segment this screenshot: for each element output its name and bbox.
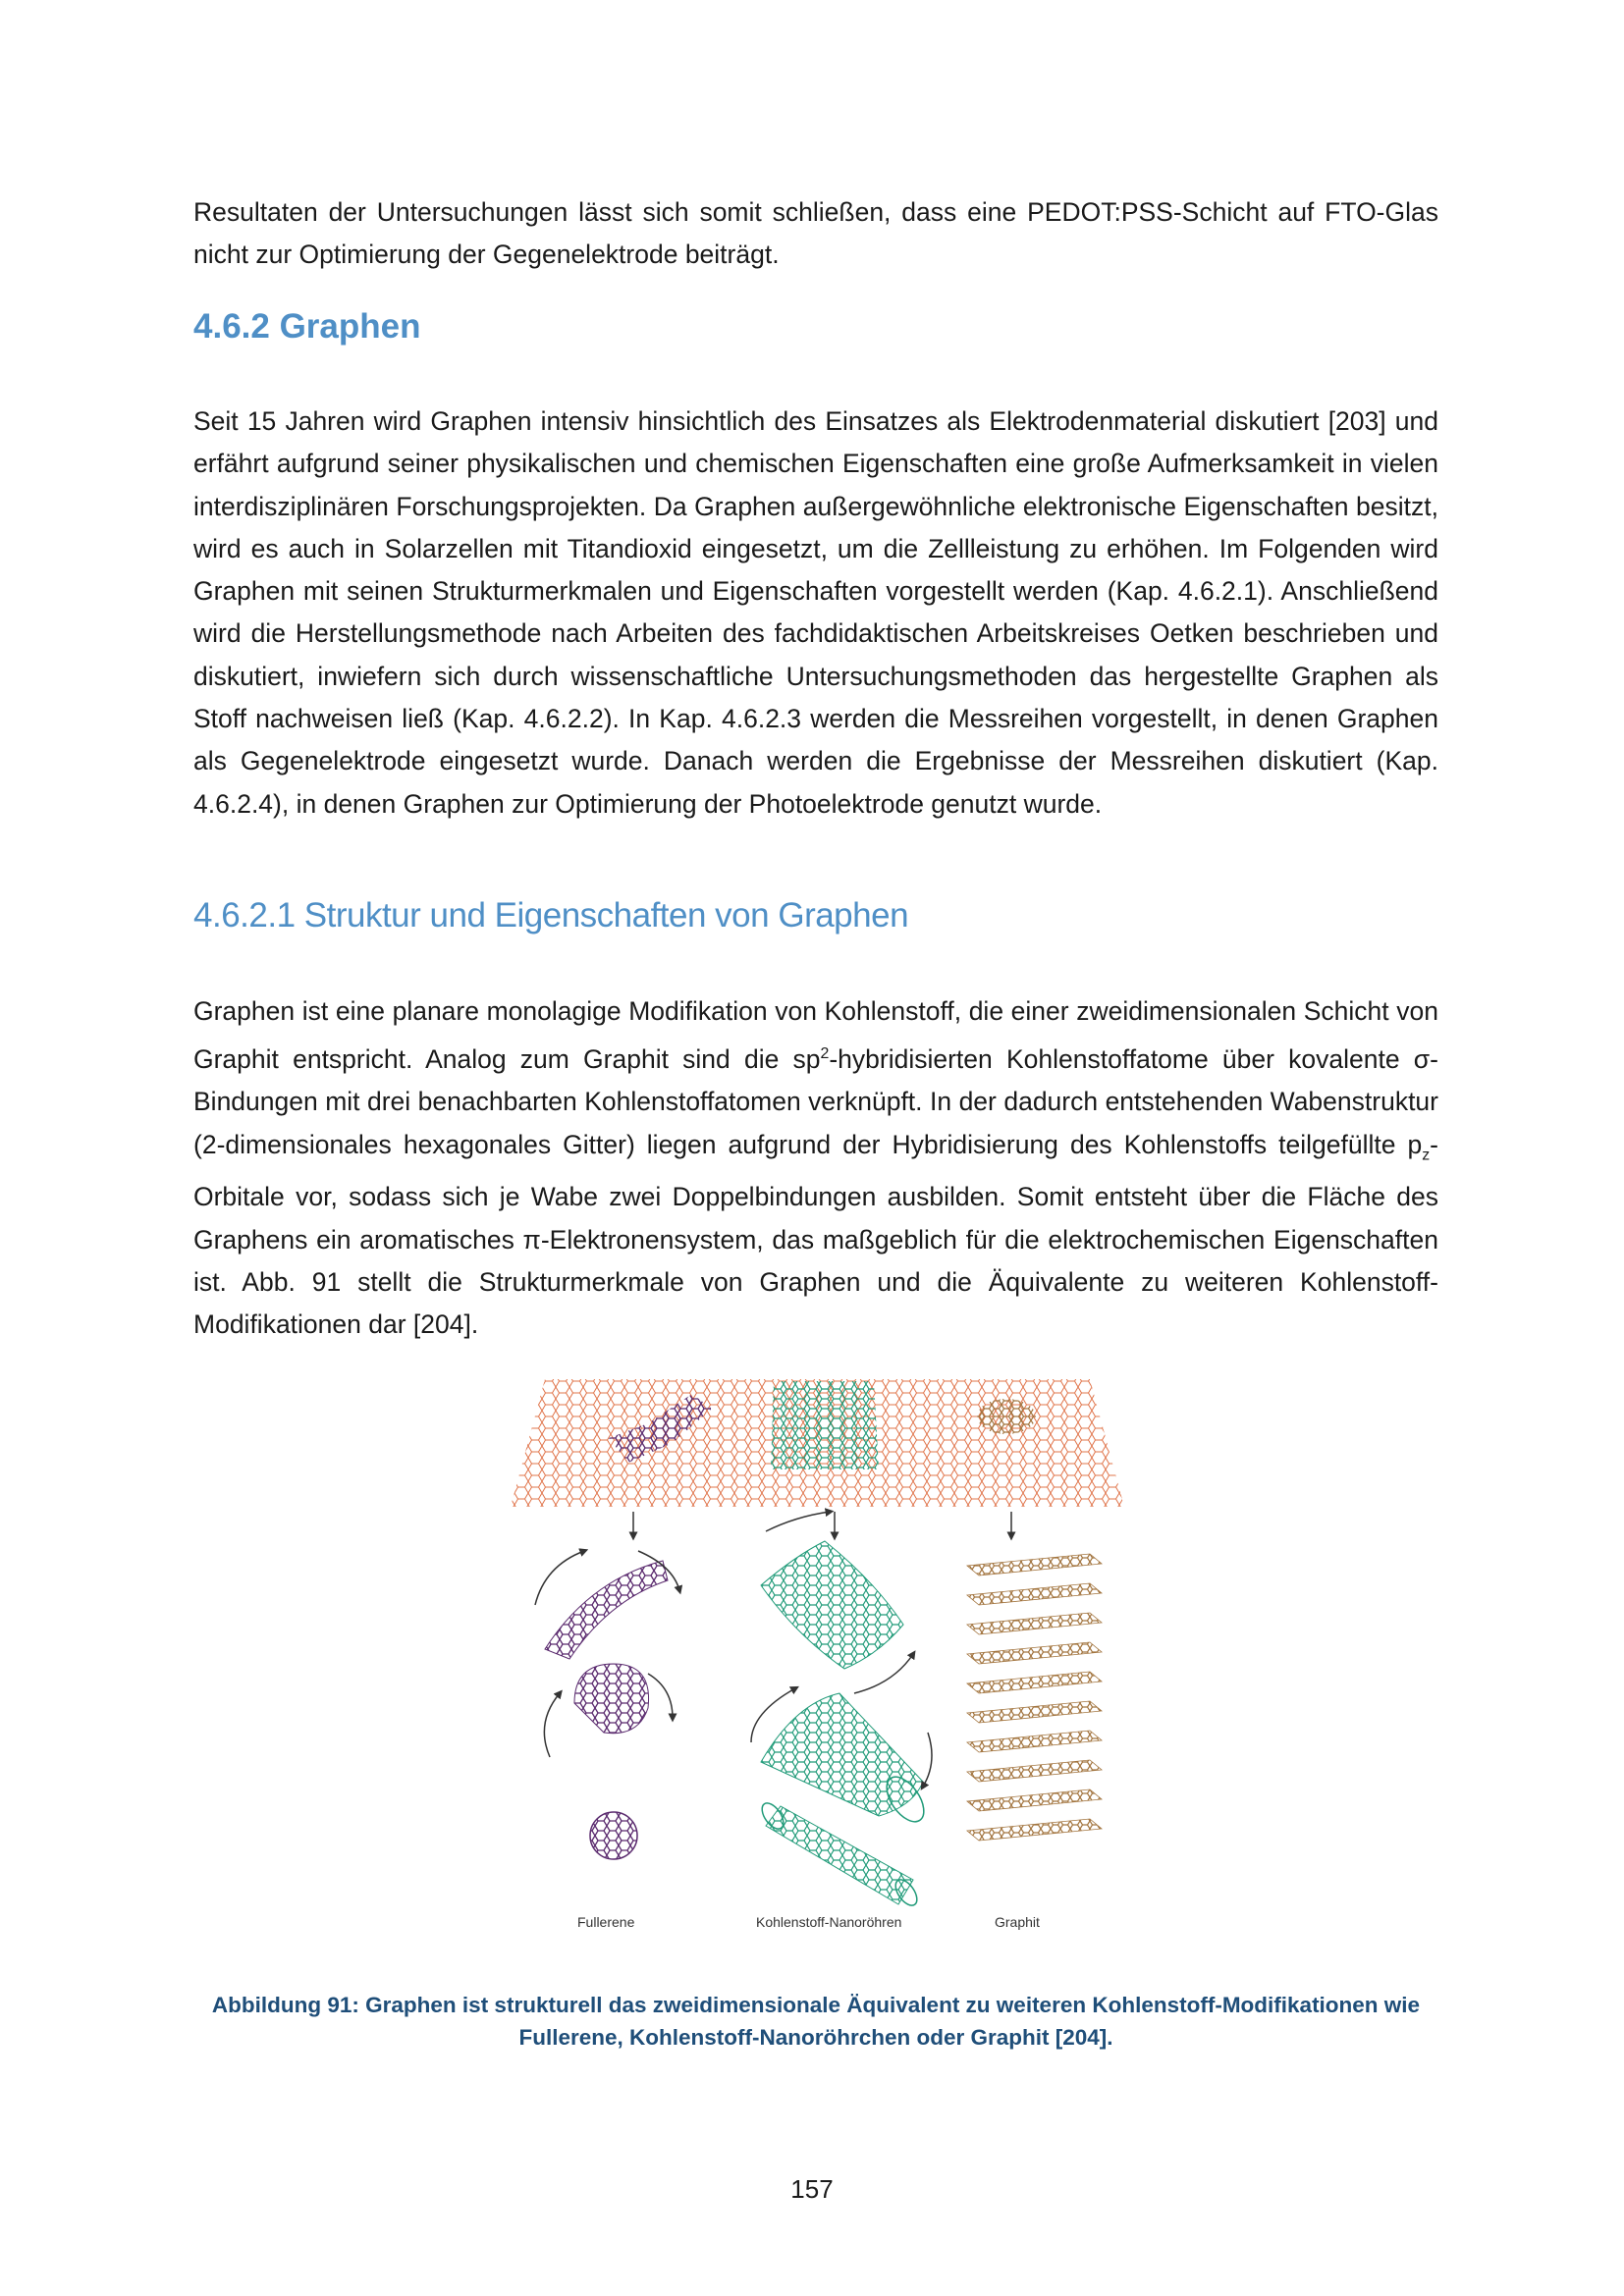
heading-graphen: 4.6.2 Graphen bbox=[193, 307, 421, 346]
text-segment: -hybridisierten Kohlenstoffatome über kovalente σ-Bindungen mit drei benachbarten Kohlenstoffatomen verknüpft. In der dadurch entstehenden Wabenstruktur (2-dimensionales hexagonales Gitter) liegen aufgrund der Hybridisierung des Kohlenstoffs teilgefüllte p bbox=[193, 1044, 1438, 1159]
graphene-figure bbox=[501, 1369, 1129, 1939]
figure-caption: Abbildung 91: Graphen ist strukturell das zweidimensionale Äquivalent zu weiteren Kohlenstoff-Modifikationen wie Fullerene, Kohlenstoff-Nanoröhrchen oder Graphit [204]. bbox=[211, 1993, 1421, 2050]
down-arrows bbox=[633, 1512, 1011, 1536]
paragraph-struktur bbox=[193, 990, 1438, 1347]
nanotube-column bbox=[751, 1512, 932, 1909]
label-graphite: Graphit bbox=[995, 1914, 1040, 1930]
page-number: 157 bbox=[790, 2174, 834, 2204]
label-fullerene: Fullerene bbox=[577, 1914, 635, 1930]
subscript: z bbox=[1422, 1147, 1431, 1164]
graphene-sheet bbox=[511, 1379, 1124, 1507]
graphite-column bbox=[967, 1554, 1102, 1841]
text-segment: -Orbitale vor, sodass sich je Wabe zwei Doppelbindungen ausbilden. Somit entsteht über die Fläche des Graphens ein aromatisches π-Elektronensystem, das maßgeblich für die elektrochemischen Eigenschaften ist. Abb. 91 stellt die Strukturmerkmale von Graphen und die Äquivalente zu weiteren Kohlenstoff-Modifikationen dar [204]. bbox=[193, 1129, 1438, 1340]
paragraph-intro: Resultaten der Untersuchungen lässt sich somit schließen, dass eine PEDOT:PSS-Schicht auf FTO-Glas nicht zur Optimierung der Gegenelektrode beiträgt. bbox=[193, 197, 1438, 270]
superscript: 2 bbox=[820, 1045, 830, 1063]
heading-struktur: 4.6.2.1 Struktur und Eigenschaften von Graphen bbox=[193, 896, 909, 934]
label-nanotubes: Kohlenstoff-Nanoröhren bbox=[756, 1914, 902, 1930]
text-segment: Graphen ist eine planare monolagige Modifikation von Kohlenstoff, die einer zweidimensionalen Schicht von Graphit entspricht. Analog zum Graphit sind die sp bbox=[193, 996, 1438, 1075]
paragraph-graphen: Seit 15 Jahren wird Graphen intensiv hinsichtlich des Einsatzes als Elektrodenmaterial diskutiert [203] und erfährt aufgrund seiner physikalischen und chemischen Eigenschaften eine große Aufmerksamkeit in vielen interdisziplinären Forschungsprojekten. Da Graphen außergewöhnliche elektronische Eigenschaften besitzt, wird es auch in Solarzellen mit Titandioxid eingesetzt, um die Zellleistung zu erhöhen. Im Folgenden wird Graphen mit seinen Strukturmerkmalen und Eigenschaften vorgestellt werden (Kap. 4.6.2.1). Anschließend wird die Herstellungsmethode nach Arbeiten des fachdidaktischen Arbeitskreises Oetken beschrieben und diskutiert, inwiefern sich durch wissenschaftliche Untersuchungsmethoden das hergestellte Graphen als Stoff nachweisen ließ (Kap. 4.6.2.2). In Kap. 4.6.2.3 werden die Messreihen vorgestellt, in denen Graphen als Gegenelektrode eingesetzt wurde. Danach werden die Ergebnisse der Messreihen diskutiert (Kap. 4.6.2.4), in denen Graphen zur Optimierung der Photoelektrode genutzt wurde. bbox=[193, 406, 1438, 819]
fullerene-column bbox=[535, 1551, 679, 1859]
